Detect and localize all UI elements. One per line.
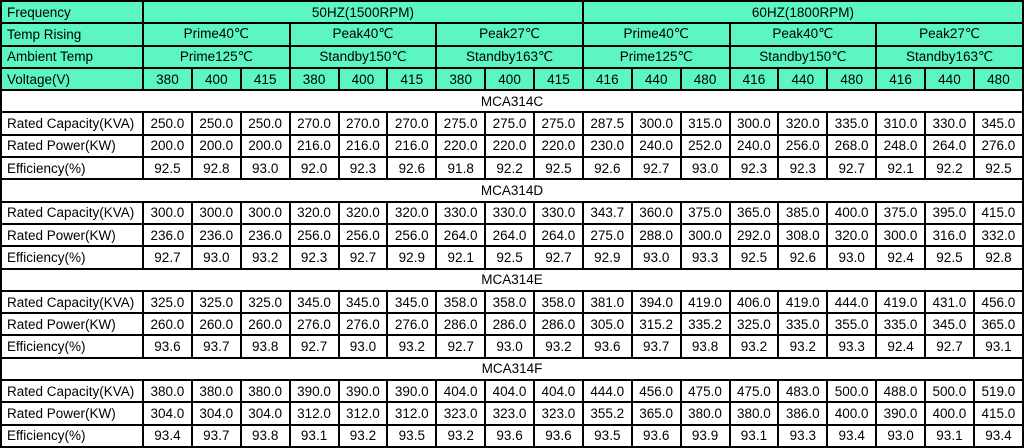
data-cell: 93.5: [583, 425, 632, 447]
data-cell: 93.8: [241, 335, 290, 357]
data-cell: 404.0: [534, 380, 583, 402]
data-cell: 335.0: [827, 112, 876, 134]
data-cell: 236.0: [143, 224, 192, 246]
data-cell: 93.2: [778, 335, 827, 357]
data-cell: 92.4: [876, 335, 925, 357]
data-cell: 404.0: [436, 380, 485, 402]
data-cell: 292.0: [730, 224, 779, 246]
metric-row: [1, 380, 1023, 402]
header-row: [1, 23, 1023, 45]
voltage-cell: 380: [290, 68, 339, 90]
data-cell: 270.0: [387, 112, 436, 134]
data-cell: 330.0: [436, 202, 485, 224]
data-cell: 300.0: [143, 202, 192, 224]
data-cell: 93.0: [632, 246, 681, 268]
data-cell: 335.0: [778, 313, 827, 335]
metric-row: [1, 112, 1023, 134]
data-cell: 92.6: [583, 157, 632, 179]
data-cell: 93.1: [974, 335, 1023, 357]
data-cell: 93.0: [681, 157, 730, 179]
data-cell: 93.8: [681, 335, 730, 357]
data-cell: 240.0: [730, 135, 779, 157]
data-cell: 343.7: [583, 202, 632, 224]
header-cell: Prime40℃: [143, 23, 290, 45]
data-cell: 286.0: [485, 313, 534, 335]
metric-row: [1, 335, 1023, 357]
data-cell: 286.0: [534, 313, 583, 335]
header-cell: Peak27℃: [876, 23, 1023, 45]
header-cell: Peak40℃: [290, 23, 437, 45]
data-cell: 330.0: [925, 112, 974, 134]
data-cell: 216.0: [290, 135, 339, 157]
data-cell: 380.0: [143, 380, 192, 402]
data-cell: 275.0: [485, 112, 534, 134]
data-cell: 93.2: [339, 425, 388, 447]
data-cell: 236.0: [241, 224, 290, 246]
data-cell: 315.0: [681, 112, 730, 134]
data-cell: 276.0: [290, 313, 339, 335]
metric-row: [1, 157, 1023, 179]
data-cell: 93.4: [143, 425, 192, 447]
data-cell: 316.0: [925, 224, 974, 246]
data-cell: 92.5: [925, 246, 974, 268]
data-cell: 300.0: [632, 112, 681, 134]
metric-row: [1, 313, 1023, 335]
data-cell: 92.7: [143, 246, 192, 268]
data-cell: 400.0: [925, 402, 974, 424]
row-label: Frequency: [1, 1, 143, 23]
metric-label: Efficiency(%): [1, 157, 143, 179]
data-cell: 345.0: [925, 313, 974, 335]
metric-row: [1, 402, 1023, 424]
data-cell: 268.0: [827, 135, 876, 157]
data-cell: 320.0: [778, 112, 827, 134]
data-cell: 250.0: [192, 112, 241, 134]
data-cell: 419.0: [778, 291, 827, 313]
data-cell: 92.2: [925, 157, 974, 179]
data-cell: 419.0: [681, 291, 730, 313]
data-cell: 92.8: [192, 157, 241, 179]
data-cell: 300.0: [730, 112, 779, 134]
row-label: Ambient Temp: [1, 46, 143, 68]
data-cell: 456.0: [974, 291, 1023, 313]
data-cell: 323.0: [485, 402, 534, 424]
data-cell: 92.7: [339, 246, 388, 268]
model-name: MCA314E: [1, 269, 1023, 291]
data-cell: 345.0: [974, 112, 1023, 134]
voltage-cell: 416: [876, 68, 925, 90]
data-cell: 93.2: [241, 246, 290, 268]
data-cell: 330.0: [534, 202, 583, 224]
data-cell: 92.3: [730, 157, 779, 179]
header-cell: 60HZ(1800RPM): [583, 1, 1023, 23]
data-cell: 92.7: [534, 246, 583, 268]
data-cell: 92.9: [583, 246, 632, 268]
data-cell: 320.0: [339, 202, 388, 224]
data-cell: 91.8: [436, 157, 485, 179]
data-cell: 93.6: [534, 425, 583, 447]
data-cell: 93.4: [974, 425, 1023, 447]
data-cell: 92.1: [876, 157, 925, 179]
row-label: Temp Rising: [1, 23, 143, 45]
header-row: [1, 1, 1023, 23]
header-cell: 50HZ(1500RPM): [143, 1, 583, 23]
data-cell: 380.0: [192, 380, 241, 402]
voltage-cell: 416: [583, 68, 632, 90]
metric-label: Rated Power(KW): [1, 402, 143, 424]
data-cell: 93.6: [632, 425, 681, 447]
data-cell: 220.0: [436, 135, 485, 157]
data-cell: 93.2: [534, 335, 583, 357]
data-cell: 93.2: [730, 335, 779, 357]
data-cell: 375.0: [681, 202, 730, 224]
data-cell: 355.2: [583, 402, 632, 424]
data-cell: 93.8: [241, 425, 290, 447]
metric-label: Efficiency(%): [1, 425, 143, 447]
metric-label: Efficiency(%): [1, 335, 143, 357]
voltage-cell: 415: [241, 68, 290, 90]
metric-label: Rated Capacity(KVA): [1, 202, 143, 224]
data-cell: 358.0: [534, 291, 583, 313]
data-cell: 390.0: [876, 402, 925, 424]
data-cell: 304.0: [192, 402, 241, 424]
data-cell: 92.7: [925, 335, 974, 357]
data-cell: 404.0: [485, 380, 534, 402]
data-cell: 92.6: [778, 246, 827, 268]
data-cell: 92.2: [485, 157, 534, 179]
data-cell: 93.5: [387, 425, 436, 447]
model-row: [1, 269, 1023, 291]
data-cell: 93.3: [827, 335, 876, 357]
data-cell: 287.5: [583, 112, 632, 134]
data-cell: 216.0: [387, 135, 436, 157]
data-cell: 360.0: [632, 202, 681, 224]
data-cell: 276.0: [339, 313, 388, 335]
data-cell: 264.0: [485, 224, 534, 246]
data-cell: 325.0: [192, 291, 241, 313]
data-cell: 93.3: [778, 425, 827, 447]
data-cell: 475.0: [730, 380, 779, 402]
data-cell: 419.0: [876, 291, 925, 313]
data-cell: 252.0: [681, 135, 730, 157]
data-cell: 300.0: [681, 224, 730, 246]
header-cell: Standby163℃: [436, 46, 583, 68]
data-cell: 93.2: [436, 425, 485, 447]
data-cell: 270.0: [339, 112, 388, 134]
data-cell: 200.0: [143, 135, 192, 157]
data-cell: 380.0: [730, 402, 779, 424]
metric-row: [1, 246, 1023, 268]
data-cell: 92.5: [730, 246, 779, 268]
data-cell: 488.0: [876, 380, 925, 402]
row-label: Voltage(V): [1, 68, 143, 90]
data-cell: 276.0: [974, 135, 1023, 157]
data-cell: 220.0: [485, 135, 534, 157]
data-cell: 375.0: [876, 202, 925, 224]
data-cell: 260.0: [192, 313, 241, 335]
data-cell: 93.0: [827, 246, 876, 268]
data-cell: 500.0: [925, 380, 974, 402]
model-name: MCA314D: [1, 179, 1023, 201]
data-cell: 308.0: [778, 224, 827, 246]
data-cell: 312.0: [290, 402, 339, 424]
metric-label: Rated Power(KW): [1, 313, 143, 335]
data-cell: 270.0: [290, 112, 339, 134]
data-cell: 93.0: [241, 157, 290, 179]
metric-label: Rated Power(KW): [1, 135, 143, 157]
data-cell: 381.0: [583, 291, 632, 313]
data-cell: 305.0: [583, 313, 632, 335]
data-cell: 275.0: [436, 112, 485, 134]
data-cell: 93.7: [192, 335, 241, 357]
data-cell: 93.7: [192, 425, 241, 447]
data-cell: 325.0: [241, 291, 290, 313]
data-cell: 400.0: [827, 402, 876, 424]
metric-row: [1, 425, 1023, 447]
voltage-cell: 400: [339, 68, 388, 90]
data-cell: 358.0: [436, 291, 485, 313]
data-cell: 275.0: [534, 112, 583, 134]
header-cell: Peak40℃: [730, 23, 877, 45]
data-cell: 390.0: [387, 380, 436, 402]
header-cell: Prime125℃: [143, 46, 290, 68]
data-cell: 304.0: [143, 402, 192, 424]
data-cell: 312.0: [387, 402, 436, 424]
data-cell: 264.0: [534, 224, 583, 246]
data-cell: 304.0: [241, 402, 290, 424]
model-name: MCA314C: [1, 90, 1023, 112]
data-cell: 335.2: [681, 313, 730, 335]
data-cell: 519.0: [974, 380, 1023, 402]
data-cell: 500.0: [827, 380, 876, 402]
voltage-cell: 480: [681, 68, 730, 90]
data-cell: 92.3: [339, 157, 388, 179]
data-cell: 92.0: [290, 157, 339, 179]
data-cell: 320.0: [387, 202, 436, 224]
data-cell: 216.0: [339, 135, 388, 157]
voltage-cell: 415: [534, 68, 583, 90]
data-cell: 288.0: [632, 224, 681, 246]
data-cell: 380.0: [241, 380, 290, 402]
data-cell: 250.0: [241, 112, 290, 134]
data-cell: 93.6: [143, 335, 192, 357]
data-cell: 475.0: [681, 380, 730, 402]
data-cell: 335.0: [876, 313, 925, 335]
model-row: [1, 358, 1023, 380]
metric-label: Rated Power(KW): [1, 224, 143, 246]
voltage-cell: 380: [436, 68, 485, 90]
data-cell: 345.0: [387, 291, 436, 313]
data-cell: 230.0: [583, 135, 632, 157]
data-cell: 250.0: [143, 112, 192, 134]
data-cell: 92.7: [632, 157, 681, 179]
data-cell: 415.0: [974, 202, 1023, 224]
model-row: [1, 179, 1023, 201]
voltage-cell: 440: [632, 68, 681, 90]
voltage-cell: 400: [485, 68, 534, 90]
data-cell: 256.0: [290, 224, 339, 246]
metric-row: [1, 291, 1023, 313]
metric-label: Rated Capacity(KVA): [1, 291, 143, 313]
data-cell: 312.0: [339, 402, 388, 424]
data-cell: 256.0: [387, 224, 436, 246]
header-cell: Prime125℃: [583, 46, 730, 68]
voltage-cell: 400: [192, 68, 241, 90]
header-row: [1, 68, 1023, 90]
data-cell: 323.0: [436, 402, 485, 424]
model-name: MCA314F: [1, 358, 1023, 380]
data-cell: 92.7: [290, 335, 339, 357]
data-cell: 315.2: [632, 313, 681, 335]
header-cell: Standby150℃: [290, 46, 437, 68]
voltage-cell: 440: [925, 68, 974, 90]
data-cell: 92.4: [876, 246, 925, 268]
header-cell: Peak27℃: [436, 23, 583, 45]
data-cell: 386.0: [778, 402, 827, 424]
header-cell: Standby163℃: [876, 46, 1023, 68]
voltage-cell: 416: [730, 68, 779, 90]
data-cell: 300.0: [876, 224, 925, 246]
data-cell: 390.0: [290, 380, 339, 402]
data-cell: 220.0: [534, 135, 583, 157]
data-cell: 323.0: [534, 402, 583, 424]
data-cell: 325.0: [143, 291, 192, 313]
data-cell: 92.5: [534, 157, 583, 179]
header-row: [1, 46, 1023, 68]
data-cell: 365.0: [974, 313, 1023, 335]
data-cell: 93.0: [192, 246, 241, 268]
data-cell: 260.0: [241, 313, 290, 335]
header-cell: Standby150℃: [730, 46, 877, 68]
metric-label: Rated Capacity(KVA): [1, 380, 143, 402]
data-cell: 286.0: [436, 313, 485, 335]
data-cell: 444.0: [583, 380, 632, 402]
data-cell: 264.0: [436, 224, 485, 246]
data-cell: 200.0: [241, 135, 290, 157]
spec-table-body: [1, 1, 1023, 447]
voltage-cell: 480: [974, 68, 1023, 90]
data-cell: 276.0: [387, 313, 436, 335]
data-cell: 236.0: [192, 224, 241, 246]
data-cell: 92.9: [387, 246, 436, 268]
metric-label: Rated Capacity(KVA): [1, 112, 143, 134]
data-cell: 93.1: [730, 425, 779, 447]
data-cell: 92.5: [974, 157, 1023, 179]
data-cell: 92.8: [974, 246, 1023, 268]
data-cell: 365.0: [730, 202, 779, 224]
data-cell: 275.0: [583, 224, 632, 246]
data-cell: 93.2: [387, 335, 436, 357]
data-cell: 92.6: [387, 157, 436, 179]
data-cell: 200.0: [192, 135, 241, 157]
voltage-cell: 415: [387, 68, 436, 90]
data-cell: 93.7: [632, 335, 681, 357]
metric-row: [1, 224, 1023, 246]
data-cell: 93.4: [827, 425, 876, 447]
data-cell: 93.6: [485, 425, 534, 447]
data-cell: 92.7: [827, 157, 876, 179]
data-cell: 92.5: [143, 157, 192, 179]
header-cell: Prime40℃: [583, 23, 730, 45]
data-cell: 248.0: [876, 135, 925, 157]
data-cell: 93.6: [583, 335, 632, 357]
data-cell: 395.0: [925, 202, 974, 224]
data-cell: 320.0: [827, 224, 876, 246]
data-cell: 444.0: [827, 291, 876, 313]
data-cell: 330.0: [485, 202, 534, 224]
data-cell: 415.0: [974, 402, 1023, 424]
data-cell: 406.0: [730, 291, 779, 313]
data-cell: 264.0: [925, 135, 974, 157]
voltage-cell: 480: [827, 68, 876, 90]
data-cell: 355.0: [827, 313, 876, 335]
data-cell: 358.0: [485, 291, 534, 313]
data-cell: 93.0: [876, 425, 925, 447]
data-cell: 456.0: [632, 380, 681, 402]
data-cell: 320.0: [290, 202, 339, 224]
data-cell: 93.0: [485, 335, 534, 357]
data-cell: 394.0: [632, 291, 681, 313]
data-cell: 92.3: [778, 157, 827, 179]
data-cell: 92.3: [290, 246, 339, 268]
data-cell: 483.0: [778, 380, 827, 402]
data-cell: 310.0: [876, 112, 925, 134]
voltage-cell: 380: [143, 68, 192, 90]
data-cell: 93.3: [681, 246, 730, 268]
data-cell: 93.1: [925, 425, 974, 447]
data-cell: 332.0: [974, 224, 1023, 246]
data-cell: 385.0: [778, 202, 827, 224]
data-cell: 93.0: [339, 335, 388, 357]
data-cell: 92.7: [436, 335, 485, 357]
metric-label: Efficiency(%): [1, 246, 143, 268]
data-cell: 400.0: [827, 202, 876, 224]
data-cell: 92.5: [485, 246, 534, 268]
data-cell: 93.9: [681, 425, 730, 447]
data-cell: 256.0: [339, 224, 388, 246]
data-cell: 260.0: [143, 313, 192, 335]
data-cell: 240.0: [632, 135, 681, 157]
data-cell: 345.0: [339, 291, 388, 313]
data-cell: 93.1: [290, 425, 339, 447]
data-cell: 390.0: [339, 380, 388, 402]
data-cell: 325.0: [730, 313, 779, 335]
data-cell: 380.0: [681, 402, 730, 424]
data-cell: 431.0: [925, 291, 974, 313]
metric-row: [1, 202, 1023, 224]
data-cell: 92.1: [436, 246, 485, 268]
data-cell: 365.0: [632, 402, 681, 424]
voltage-cell: 440: [778, 68, 827, 90]
metric-row: [1, 135, 1023, 157]
data-cell: 345.0: [290, 291, 339, 313]
model-row: [1, 90, 1023, 112]
data-cell: 256.0: [778, 135, 827, 157]
data-cell: 300.0: [192, 202, 241, 224]
data-cell: 300.0: [241, 202, 290, 224]
